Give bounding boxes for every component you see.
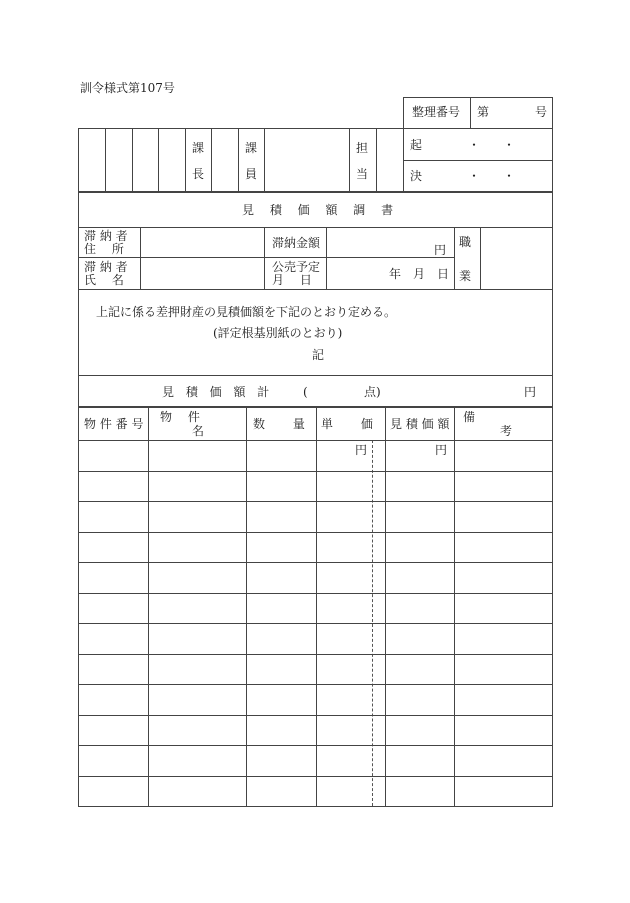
- col-bukken-bango: 物 件 番 号: [84, 417, 144, 431]
- shimei-label: 氏 名: [84, 273, 124, 287]
- table-row[interactable]: [79, 624, 551, 653]
- kobai-label-1: 公売予定: [272, 260, 321, 274]
- shimei-tainosha-label: 滞 納 者: [84, 260, 128, 274]
- kain-top: 課: [245, 141, 258, 155]
- kobai-date-field[interactable]: [329, 260, 387, 286]
- total-yen: 円: [524, 385, 537, 399]
- total-open-paren: (: [303, 385, 308, 399]
- table-row[interactable]: [79, 777, 551, 806]
- seiri-go: 号: [535, 105, 548, 119]
- tanka-yen-unit: 円: [355, 443, 368, 457]
- statement-line-1: 上記に係る差押財産の見積価額を下記のとおり定める。: [96, 305, 397, 319]
- document-title: 見 積 価 額 調 書: [242, 203, 400, 217]
- jusho-field[interactable]: [143, 230, 261, 254]
- tainou-yen: 円: [434, 243, 447, 257]
- seiri-bango-field[interactable]: [495, 100, 531, 125]
- seiri-dai: 第: [477, 105, 490, 119]
- kobai-label-2: 月 日: [272, 273, 312, 287]
- col-suryo: 数 量: [253, 417, 305, 431]
- table-row[interactable]: [79, 472, 551, 501]
- table-row[interactable]: [79, 533, 551, 562]
- table-row[interactable]: [79, 441, 551, 470]
- statement-ki: 記: [312, 348, 325, 362]
- col-biko-bottom: 考: [500, 424, 513, 438]
- ketsu-label: 決: [410, 169, 423, 183]
- table-row[interactable]: [79, 502, 551, 531]
- col-bukken-top: 物 件: [160, 410, 200, 424]
- kacho-bottom: 長: [192, 167, 205, 181]
- total-amount-field[interactable]: [395, 380, 521, 402]
- ketsu-dot-1: ・: [468, 169, 481, 183]
- shoku-label: 職: [459, 235, 472, 249]
- table-row[interactable]: [79, 716, 551, 745]
- shimei-field[interactable]: [143, 260, 261, 286]
- tanto-top: 担: [356, 141, 369, 155]
- tanto-bottom: 当: [356, 167, 369, 181]
- total-count-close: 点): [364, 385, 381, 399]
- ki-dot-2: ・: [503, 138, 516, 152]
- table-row[interactable]: [79, 563, 551, 592]
- table-row[interactable]: [79, 685, 551, 714]
- ketsu-dot-2: ・: [503, 169, 516, 183]
- seiri-bango-label: 整理番号: [412, 105, 461, 119]
- kain-bottom: 員: [245, 167, 258, 181]
- tainou-kingaku-label: 滞納金額: [272, 236, 321, 250]
- col-tanka: 単 価: [321, 417, 373, 431]
- tainou-kingaku-field[interactable]: [329, 230, 429, 254]
- gyo-label: 業: [459, 269, 472, 283]
- total-count-field[interactable]: [315, 380, 361, 402]
- col-biko-top: 備: [463, 410, 476, 424]
- table-row[interactable]: [79, 746, 551, 775]
- ki-dot-1: ・: [468, 138, 481, 152]
- col-bukken-bottom: 名: [192, 424, 205, 438]
- mitsumori-yen-unit: 円: [435, 443, 448, 457]
- kacho-top: 課: [192, 141, 205, 155]
- kobai-date: 年 月 日: [389, 267, 450, 281]
- shokugyo-field[interactable]: [483, 230, 549, 286]
- col-mitsumori: 見 積 価 額: [390, 417, 450, 431]
- ki-label: 起: [410, 138, 423, 152]
- statement-line-2: (評定根基別紙のとおり): [213, 326, 343, 340]
- table-row[interactable]: [79, 594, 551, 623]
- tainosha-label: 滞 納 者: [84, 229, 128, 243]
- form-number: 訓令様式第107号: [80, 81, 175, 95]
- table-row[interactable]: [79, 655, 551, 684]
- jusho-label: 住 所: [84, 242, 124, 256]
- total-label: 見 積 価 額 計: [162, 385, 274, 399]
